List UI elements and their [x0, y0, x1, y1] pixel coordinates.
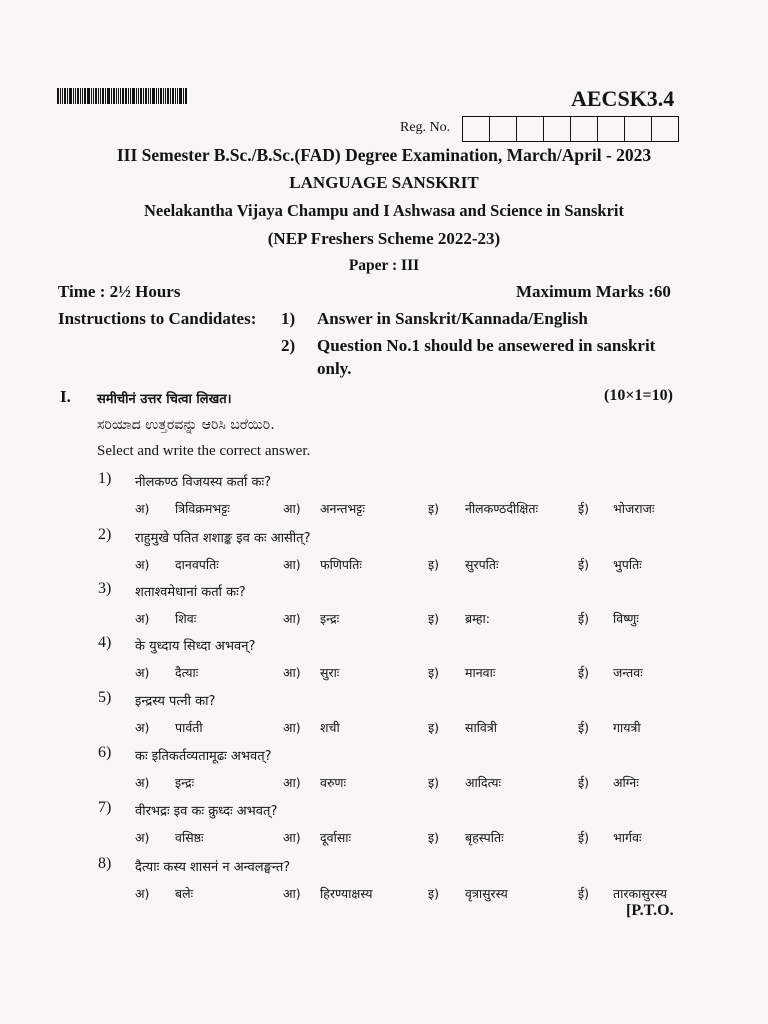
barcode-bar: [167, 88, 169, 104]
barcode-bar: [132, 88, 135, 104]
option-text: विष्णुः: [613, 611, 639, 626]
barcode-bar: [175, 88, 176, 104]
option-label: ई): [578, 830, 590, 845]
option-text: भुपतिः: [613, 557, 642, 572]
option-text: बृहस्पतिः: [465, 830, 504, 845]
option-text: अग्निः: [613, 775, 639, 790]
option-text: दानवपतिः: [175, 557, 219, 572]
barcode: [57, 88, 193, 104]
option-text: पार्वती: [175, 720, 203, 735]
barcode-bar: [77, 88, 79, 104]
reg-no-box[interactable]: [544, 117, 571, 141]
option-label: आ): [283, 611, 301, 626]
option-text: शिवः: [175, 611, 197, 626]
option-label: आ): [283, 720, 301, 735]
option-label: आ): [283, 501, 301, 516]
option-label: आ): [283, 886, 301, 901]
question-text: शताश्वमेधानां कर्ता कः?: [135, 585, 246, 600]
option-text: नीलकण्ठदीक्षितः: [465, 501, 539, 516]
barcode-bar: [75, 88, 76, 104]
instructions-label: Instructions to Candidates:: [58, 309, 257, 328]
question-text: इन्द्रस्य पत्नी का?: [135, 694, 216, 709]
barcode-bar: [179, 88, 182, 104]
barcode-bar: [165, 88, 166, 104]
barcode-bar: [156, 88, 157, 104]
option-text: सुराः: [320, 665, 340, 680]
instruction-text: Answer in Sanskrit/Kannada/English: [317, 309, 588, 328]
barcode-bar: [172, 88, 174, 104]
barcode-bar: [177, 88, 178, 104]
barcode-bar: [102, 88, 104, 104]
question-number: 7): [98, 799, 112, 816]
instruction-number: 1): [281, 309, 296, 328]
section-marks: (10×1=10): [604, 387, 673, 404]
paper-code: AECSK3.4: [571, 86, 675, 111]
barcode-bar: [113, 88, 115, 104]
question-number: 6): [98, 744, 112, 761]
barcode-bar: [60, 88, 61, 104]
option-label: इ): [428, 611, 440, 626]
question-text: के युध्दाय सिध्दा अभवन्?: [135, 639, 256, 654]
barcode-bar: [91, 88, 92, 104]
option-text: हिरण्याक्षस्य: [320, 886, 373, 901]
option-label: इ): [428, 886, 440, 901]
section-heading-english: Select and write the correct answer.: [97, 443, 311, 459]
exam-title: III Semester B.Sc./B.Sc.(FAD) Degree Examination, March/April - 2023: [116, 145, 652, 165]
option-text: दूर्वासाः: [320, 830, 352, 845]
please-turn-over: [P.T.O.: [626, 902, 674, 919]
question-number: 4): [98, 634, 112, 651]
option-text: अनन्तभट्टः: [320, 501, 365, 516]
reg-no-label: Reg. No.: [400, 120, 451, 135]
option-label: अ): [135, 886, 150, 901]
option-label: ई): [578, 720, 590, 735]
option-text: आदित्यः: [465, 775, 502, 790]
option-text: फणिपतिः: [320, 557, 362, 572]
question-number: 2): [98, 526, 112, 543]
option-text: जन्तवः: [613, 665, 643, 680]
barcode-bar: [183, 88, 184, 104]
instruction-text-continued: only.: [317, 359, 352, 378]
option-label: इ): [428, 501, 440, 516]
question-number: 1): [98, 470, 112, 487]
barcode-bar: [136, 88, 137, 104]
question-text: दैत्याः कस्य शासनं न अन्वलङ्घन्त?: [135, 860, 291, 875]
option-text: बलेः: [175, 886, 194, 901]
barcode-bar: [145, 88, 147, 104]
reg-no-box[interactable]: [571, 117, 598, 141]
barcode-bar: [116, 88, 117, 104]
barcode-bar: [95, 88, 97, 104]
reg-no-box[interactable]: [598, 117, 625, 141]
option-label: आ): [283, 557, 301, 572]
option-label: इ): [428, 720, 440, 735]
barcode-bar: [138, 88, 139, 104]
option-label: अ): [135, 775, 150, 790]
barcode-bar: [82, 88, 83, 104]
time-allowed: Time : 2½ Hours: [58, 282, 181, 301]
option-text: वृत्रासुरस्य: [465, 886, 508, 901]
option-label: इ): [428, 557, 440, 572]
option-text: दैत्याः: [175, 665, 199, 680]
barcode-bar: [93, 88, 94, 104]
barcode-bar: [73, 88, 74, 104]
question-number: 8): [98, 855, 112, 872]
option-label: ई): [578, 775, 590, 790]
question-text: राहुमुखे पतित शशाङ्क इव कः आसीत्?: [135, 531, 311, 546]
barcode-bar: [163, 88, 164, 104]
option-label: ई): [578, 501, 590, 516]
option-text: मानवाः: [465, 665, 496, 680]
option-text: सुरपतिः: [465, 557, 499, 572]
section-number: I.: [60, 387, 71, 406]
option-label: अ): [135, 557, 150, 572]
barcode-bar: [130, 88, 131, 104]
reg-no-box[interactable]: [652, 117, 678, 141]
barcode-bar: [67, 88, 68, 104]
barcode-bar: [160, 88, 162, 104]
section-heading-sanskrit: समीचीनं उत्तर चित्वा लिखत।: [97, 392, 232, 407]
barcode-bar: [100, 88, 101, 104]
barcode-bar: [150, 88, 151, 104]
option-text: गायत्री: [613, 720, 641, 735]
barcode-bar: [152, 88, 155, 104]
reg-no-box[interactable]: [625, 117, 652, 141]
barcode-bar: [143, 88, 144, 104]
option-text: त्रिविक्रमभट्टः: [175, 501, 230, 516]
barcode-bar: [64, 88, 66, 104]
barcode-bar: [158, 88, 159, 104]
option-label: इ): [428, 830, 440, 845]
option-text: शची: [320, 720, 340, 735]
barcode-bar: [122, 88, 124, 104]
question-text: वीरभद्रः इव कः क्रुध्दः अभवत्?: [135, 804, 278, 819]
option-label: आ): [283, 775, 301, 790]
option-label: अ): [135, 720, 150, 735]
question-number: 5): [98, 689, 112, 706]
option-text: वरुणः: [320, 775, 346, 790]
barcode-bar: [84, 88, 86, 104]
reg-no-box[interactable]: [463, 117, 490, 141]
barcode-bar: [128, 88, 129, 104]
option-text: भार्गवः: [613, 830, 642, 845]
option-label: अ): [135, 830, 150, 845]
option-label: आ): [283, 830, 301, 845]
option-text: ब्रम्हा:: [465, 611, 490, 626]
option-label: अ): [135, 665, 150, 680]
option-label: इ): [428, 775, 440, 790]
barcode-bar: [80, 88, 81, 104]
instruction-number: 2): [281, 336, 296, 355]
question-number: 3): [98, 580, 112, 597]
option-text: भोजराजः: [613, 501, 655, 516]
reg-no-box[interactable]: [490, 117, 517, 141]
barcode-bar: [170, 88, 171, 104]
barcode-bar: [105, 88, 106, 104]
paper-number: Paper : III: [348, 257, 420, 274]
barcode-bar: [120, 88, 121, 104]
option-label: अ): [135, 501, 150, 516]
barcode-bar: [107, 88, 110, 104]
option-label: आ): [283, 665, 301, 680]
option-label: ई): [578, 611, 590, 626]
option-label: ई): [578, 557, 590, 572]
question-text: कः इतिकर्तव्यतामूढः अभवत्?: [135, 749, 272, 764]
option-text: वसिष्ठः: [175, 830, 204, 845]
barcode-bar: [62, 88, 63, 104]
option-text: सावित्री: [465, 720, 498, 735]
option-text: इन्द्रः: [175, 775, 195, 790]
barcode-bar: [111, 88, 112, 104]
barcode-bar: [140, 88, 142, 104]
barcode-bar: [87, 88, 90, 104]
option-label: इ): [428, 665, 440, 680]
barcode-bar: [98, 88, 99, 104]
option-text: इन्द्रः: [320, 611, 340, 626]
course-title: Neelakantha Vijaya Champu and I Ashwasa and Science in Sanskrit: [144, 201, 624, 220]
barcode-bar: [148, 88, 149, 104]
option-label: अ): [135, 611, 150, 626]
maximum-marks: Maximum Marks :60: [516, 282, 671, 301]
reg-no-box[interactable]: [517, 117, 544, 141]
section-heading-kannada: ಸರಿಯಾದ ಉತ್ತರವನ್ನು ಆರಿಸಿ ಬರೆಯಿರಿ.: [97, 417, 275, 433]
barcode-bar: [118, 88, 119, 104]
barcode-bar: [57, 88, 59, 104]
option-label: ई): [578, 665, 590, 680]
scheme-title: (NEP Freshers Scheme 2022-23): [267, 229, 501, 248]
option-label: ई): [578, 886, 590, 901]
question-text: नीलकण्ठ विजयस्य कर्ता कः?: [135, 475, 272, 490]
option-text: तारकासुरस्य: [613, 886, 667, 901]
barcode-bar: [69, 88, 72, 104]
instruction-text: Question No.1 should be ansewered in sanskrit: [317, 336, 656, 355]
subject-title: LANGUAGE SANSKRIT: [289, 173, 479, 192]
reg-no-boxes: [462, 116, 679, 142]
barcode-bar: [125, 88, 127, 104]
barcode-bar: [185, 88, 187, 104]
